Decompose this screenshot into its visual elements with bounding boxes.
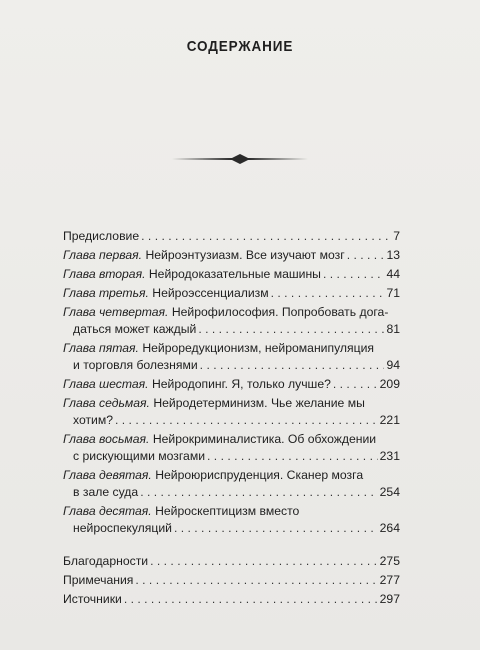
chapter-label: Глава седьмая.: [63, 396, 150, 410]
entry-title-continued: даться может каждый: [73, 322, 197, 336]
chapter-label: Глава третья.: [63, 286, 149, 300]
leader-dots: [135, 572, 377, 589]
toc-entry-chapter-4[interactable]: [63, 304, 400, 338]
chapter-label: Глава вторая.: [63, 267, 146, 281]
entry-title-continued: хотим?: [73, 413, 114, 427]
entry-title: Предисловие: [63, 229, 140, 243]
toc-entry-acknowledgements[interactable]: [63, 553, 400, 570]
chapter-label: Глава восьмая.: [63, 432, 150, 446]
leader-dots: [323, 266, 384, 283]
entry-title: Благодарности: [63, 554, 149, 568]
entry-title-continued: в зале суда: [73, 485, 139, 499]
toc-entry-sources[interactable]: [63, 591, 400, 608]
entry-title: Нейроэссенциализм: [152, 286, 269, 300]
entry-title: Нейродоказательные машины: [148, 267, 321, 281]
divider-ornament: [172, 154, 308, 164]
chapter-label: Глава первая.: [63, 248, 143, 262]
toc-entry-chapter-8[interactable]: [63, 431, 400, 465]
entry-title: Примечания: [63, 573, 134, 587]
chapter-label: Глава девятая.: [63, 468, 152, 482]
page-number: 264: [379, 521, 400, 535]
leader-dots: [207, 448, 378, 465]
section-gap: [63, 539, 400, 553]
page-number: 209: [379, 377, 400, 391]
toc-entry-chapter-5[interactable]: [63, 340, 400, 374]
page-number: 275: [379, 554, 400, 568]
page-number: 81: [386, 322, 400, 336]
entry-title: Источники: [63, 592, 122, 606]
page-number: 231: [379, 449, 400, 463]
leader-dots: [140, 484, 377, 501]
entry-title: Нейрофилософия. Попробовать дога-: [171, 305, 389, 319]
entry-title-continued: и торговля болезнями: [73, 358, 198, 372]
leader-dots: [198, 321, 384, 338]
entry-title-continued: нейроспекуляций: [73, 521, 172, 535]
toc-entry-preface[interactable]: [63, 228, 400, 245]
leader-dots: [347, 247, 385, 264]
entry-title: Нейродопинг. Я, только лучше?: [151, 377, 331, 391]
page-number: 94: [386, 358, 400, 372]
entry-title-continued: с рискующими мозгами: [73, 449, 206, 463]
page-number: 277: [379, 573, 400, 587]
leader-dots: [150, 553, 378, 570]
table-of-contents: [63, 228, 400, 610]
page-number: 221: [379, 413, 400, 427]
page-number: 44: [386, 267, 400, 281]
toc-entry-chapter-3[interactable]: [63, 285, 400, 302]
chapter-label: Глава пятая.: [63, 341, 139, 355]
entry-title: Нейроредукционизм, нейроманипуляция: [142, 341, 375, 355]
chapter-label: Глава четвертая.: [63, 305, 169, 319]
toc-entry-chapter-10[interactable]: [63, 503, 400, 537]
page-title: СОДЕРЖАНИЕ: [186, 38, 294, 55]
page-number: 13: [386, 248, 400, 262]
entry-title: Нейродетерминизм. Чье желание мы: [153, 396, 365, 410]
toc-entry-chapter-1[interactable]: [63, 247, 400, 264]
entry-title: Нейроюриспруденция. Сканер мозга: [155, 468, 364, 482]
entry-title: Нейроэнтузиазм. Все изучают мозг: [145, 248, 345, 262]
leader-dots: [271, 285, 385, 302]
page-number: 254: [379, 485, 400, 499]
entry-title: Нейроскептицизм вместо: [155, 504, 300, 518]
toc-entry-chapter-2[interactable]: [63, 266, 400, 283]
toc-entry-chapter-7[interactable]: [63, 395, 400, 429]
page-number: 297: [379, 592, 400, 606]
page-number: 71: [386, 286, 400, 300]
entry-title: Нейрокриминалистика. Об обхождении: [152, 432, 377, 446]
toc-entry-notes[interactable]: [63, 572, 400, 589]
chapter-label: Глава десятая.: [63, 504, 152, 518]
leader-dots: [124, 591, 378, 608]
leader-dots: [174, 520, 378, 537]
leader-dots: [200, 357, 385, 374]
chapter-label: Глава шестая.: [63, 377, 149, 391]
leader-dots: [115, 412, 378, 429]
page-number: 7: [393, 229, 400, 243]
toc-entry-chapter-6[interactable]: [63, 376, 400, 393]
toc-entry-chapter-9[interactable]: [63, 467, 400, 501]
leader-dots: [141, 228, 391, 245]
leader-dots: [333, 376, 378, 393]
